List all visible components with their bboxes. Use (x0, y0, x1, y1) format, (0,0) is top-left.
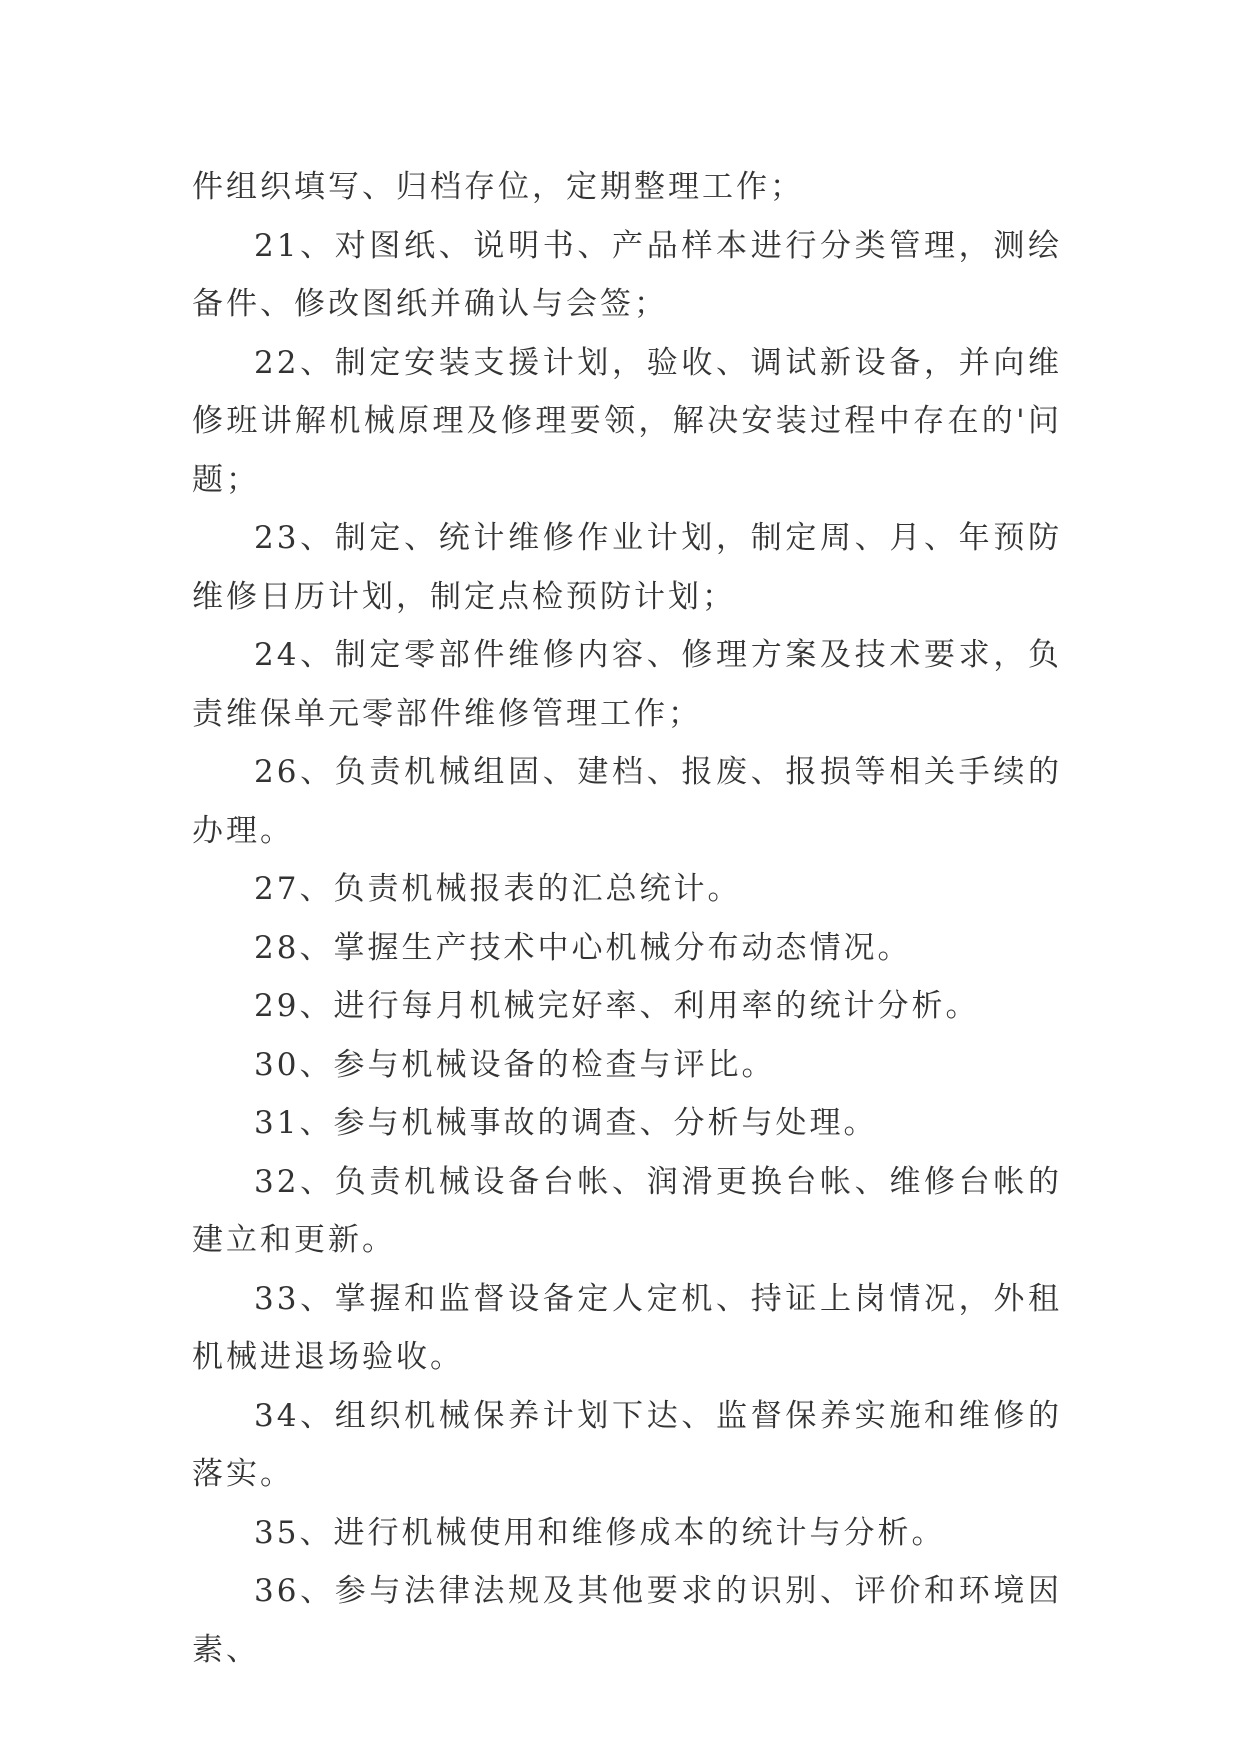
document-body (192, 158, 1062, 1679)
paragraph-item-35: 35、进行机械使用和维修成本的统计与分析。 (254, 1514, 946, 1551)
paragraph-item-32: 32、负责机械设备台帐、润滑更换台帐、维修台帐的建立和更新。 (192, 1163, 1062, 1258)
paragraph-item-33: 33、掌握和监督设备定人定机、持证上岗情况，外租机械进退场验收。 (192, 1280, 1062, 1375)
paragraph-item-22: 22、制定安装支援计划，验收、调试新设备，并向维修班讲解机械原理及修理要领，解决安装过程中存在的'问题； (192, 344, 1062, 498)
paragraph-item-26: 26、负责机械组固、建档、报废、报损等相关手续的办理。 (192, 754, 1062, 849)
paragraph-item-24: 24、制定零部件维修内容、修理方案及技术要求，负责维保单元零部件维修管理工作； (192, 637, 1062, 732)
paragraph-item-34: 34、组织机械保养计划下达、监督保养实施和维修的落实。 (192, 1397, 1062, 1492)
paragraph-item-36: 36、参与法律法规及其他要求的识别、评价和环境因素、 (192, 1573, 1062, 1668)
paragraph-item-29: 29、进行每月机械完好率、利用率的统计分析。 (254, 988, 980, 1024)
paragraph-continuation: 件组织填写、归档存位，定期整理工作； (192, 169, 804, 205)
paragraph-item-23: 23、制定、统计维修作业计划，制定周、月、年预防维修日历计划，制定点检预防计划； (192, 520, 1062, 615)
paragraph-item-31: 31、参与机械事故的调查、分析与处理。 (254, 1105, 878, 1141)
paragraph-item-30: 30、参与机械设备的检查与评比。 (254, 1046, 776, 1083)
paragraph-item-27: 27、负责机械报表的汇总统计。 (254, 871, 742, 907)
paragraph-item-28: 28、掌握生产技术中心机械分布动态情况。 (254, 929, 912, 966)
paragraph-item-21: 21、对图纸、说明书、产品样本进行分类管理，测绘备件、修改图纸并确认与会签； (192, 227, 1062, 322)
